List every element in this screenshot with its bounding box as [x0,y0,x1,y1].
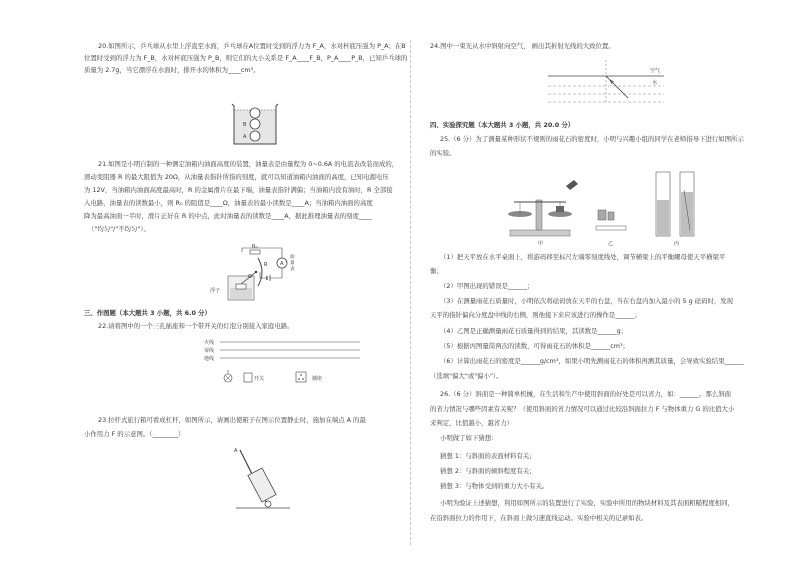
section3-heading: 三、作图题（本大题共 3 小题，共 6.0 分） [84,309,211,317]
q22-line1: 22.请将图中的一个三孔插座和一个带开关的灯泡分别接入家庭电路。 [98,322,294,330]
q26-line4: 小明做了如下猜想： [440,434,498,442]
q21-line6: （"均匀"/"不均匀"）。 [88,225,150,233]
switch-label: 开关 [254,376,265,382]
wire-live-label: 火线 [204,340,215,346]
q21-line1: 21.如图是小明自制的一种测定油箱内油面高度的装置，油量表是由量程为 0~0.6A 的电流表改装而成的， [98,160,399,168]
label-oil-meter-1: 油 [290,255,295,260]
q23-line1: 23.拉杆式旅行箱可看成杠杆，如图所示，请画出使箱子在图示位置静止时，施加在端点 A 的最 [98,416,366,424]
label-a: A [243,134,247,140]
fig-label-yi: 乙 [608,241,614,246]
wire-neutral-label: 零线 [204,348,215,354]
socket-label: 插座 [312,376,323,382]
q25-line2: 的实验。 [430,149,456,157]
q20-beaker-figure [230,100,280,148]
q26-line6: 在沿斜面拉力的作用下，在斜面上做匀速直线运动。实验中相关的记录如表。 [430,514,648,522]
q26-guess2: 猜想 2：与斜面的倾斜程度有关； [440,467,536,475]
ball-b [250,119,260,129]
q25-step1: （1）把天平放在水平桌面上，将游码移至标尺左端零刻度线处，调节横梁上的平衡螺母使天平横梁平 [440,253,726,261]
q25-experiment-figure [500,170,710,246]
ball-a [250,131,260,141]
q21-line3: 为 12V，当油箱内油面高度最高时，R 的金属滑片在最下端，油量表指针满偏；当油箱内没有油时，R 全部接 [84,186,393,194]
q22-circuit-figure [204,338,364,388]
q25-step4: （4）乙图是正确测量雨花石质量得到的结果，其读数是______g； [440,327,628,335]
q20-line3: 质量为 2.7g，当它漂浮在水面时，排开水的体积为____cm³。 [84,66,260,74]
label-oil-meter-3: 表 [290,267,295,272]
q25-step3: （3）在测量雨花石质量时，小明依次将砝码放在天平的右盘，当在右盘内加入最小的 5 g 砝码时，发现 [440,297,734,305]
wire-ground-label: 地线 [204,356,215,362]
q24-refraction-figure [546,58,666,108]
q25-step1b: 衡； [430,267,443,275]
q25-step6b: （选填"偏大"或"偏小"）。 [430,372,503,380]
water-label: 水 [652,80,658,86]
label-b: B [243,122,247,128]
q26-line1: 26.（6 分）斜面是一种简单机械，在生活和生产中使用斜面的好处是可以省力，如：______。那么斜面 [440,390,732,398]
q24-line1: 24.图中一束光从水中斜射向空气， 画出其折射光线的大致位置。 [430,42,615,50]
ball-b-top [250,108,260,118]
q20-line1: 20.如图所示，乒乓球从水里上浮直至水面，乒乓球在A位置时受到的浮力为 F_A，水对杯底压强为 P_A；在B [98,42,406,50]
q26-guess1: 猜想 1：与斜面的表面材料有关； [440,452,536,460]
q25-step5: （5）根据丙图量筒两次的读数，可得雨花石的体积是______cm³； [440,342,629,350]
q21-line2: 滑动变阻器 R 的最大阻值为 20Ω，从油量表指针所指的刻度，就可以知道油箱内油面的高度，已知电源电压 [84,173,389,181]
column-divider [410,40,411,545]
q25-line1: 25.（6 分）为了测量某种形状不规则的雨花石的密度时，小明与兴趣小组的同学在老师指导下进行如图所示 [440,135,744,143]
socket-icon [296,372,306,382]
q26-guess3: 猜想 3：与物体受到的重力大小有关。 [440,482,549,490]
q21-line5: 降为最高油面一半时，滑片正好在 R 的中点，此时油量表的读数是____A，据此推理油量表的刻度____ [84,212,372,220]
air-label: 空气 [650,68,661,74]
q20-line2: 位置时受到的浮力为 F_B，水对杯底压强为 P_B，则它们的大小关系是 F_A____F_B，P_A____P_B，已知乒乓球的 [84,54,408,62]
q26-line3: 来判定，比值越小，越省力） [430,419,514,427]
q23-suitcase-figure [232,446,292,512]
section4-heading: 四、实验探究题（本大题共 3 小题，共 20.0 分） [430,121,575,129]
q26-line2: 的省力情况与哪些因素有关呢？（使用斜面的省力情况可以通过比较沿斜面拉力 F 与物体重力 G 的比值大小 [430,405,735,413]
q25-step2: （2）甲图出现的错误是______； [440,282,534,290]
label-oil-meter-2: 量 [290,261,295,266]
fig-label-bing: 丙 [674,241,680,246]
q25-step3b: 天平的指针偏向分度盘中线的右侧，则他接下来应该进行的操作是______； [430,311,641,319]
switch-icon [244,373,252,382]
svg-text:A: A [280,261,284,267]
label-r0: R₀ [252,244,258,250]
q21-line4: 入电路，油量表的读数最小，则 R₀ 的阻值是____Ω，油量表的最小读数是____A；当油箱内油面的高度 [84,199,373,207]
fig-label-jia: 甲 [538,241,544,246]
q25-step6: （6）计算出雨花石的密度是______g/cm³，如果小明先测雨花石的体积再测其质量，会导致实验结果______ [440,357,744,365]
q26-line5: 小明为验证上述猜想，利用如图所示的装置进行了实验，实验中所用的物块材料及其表面粗糙程度相同， [440,499,734,507]
q21-circuit-figure [208,244,318,306]
label-r: R [264,262,268,268]
q23-line2: 小作用力 F 的示意图。（________） [84,430,185,438]
label-o: O [248,274,252,280]
label-point-a: A [234,448,238,454]
label-float: 浮子 [210,288,221,294]
